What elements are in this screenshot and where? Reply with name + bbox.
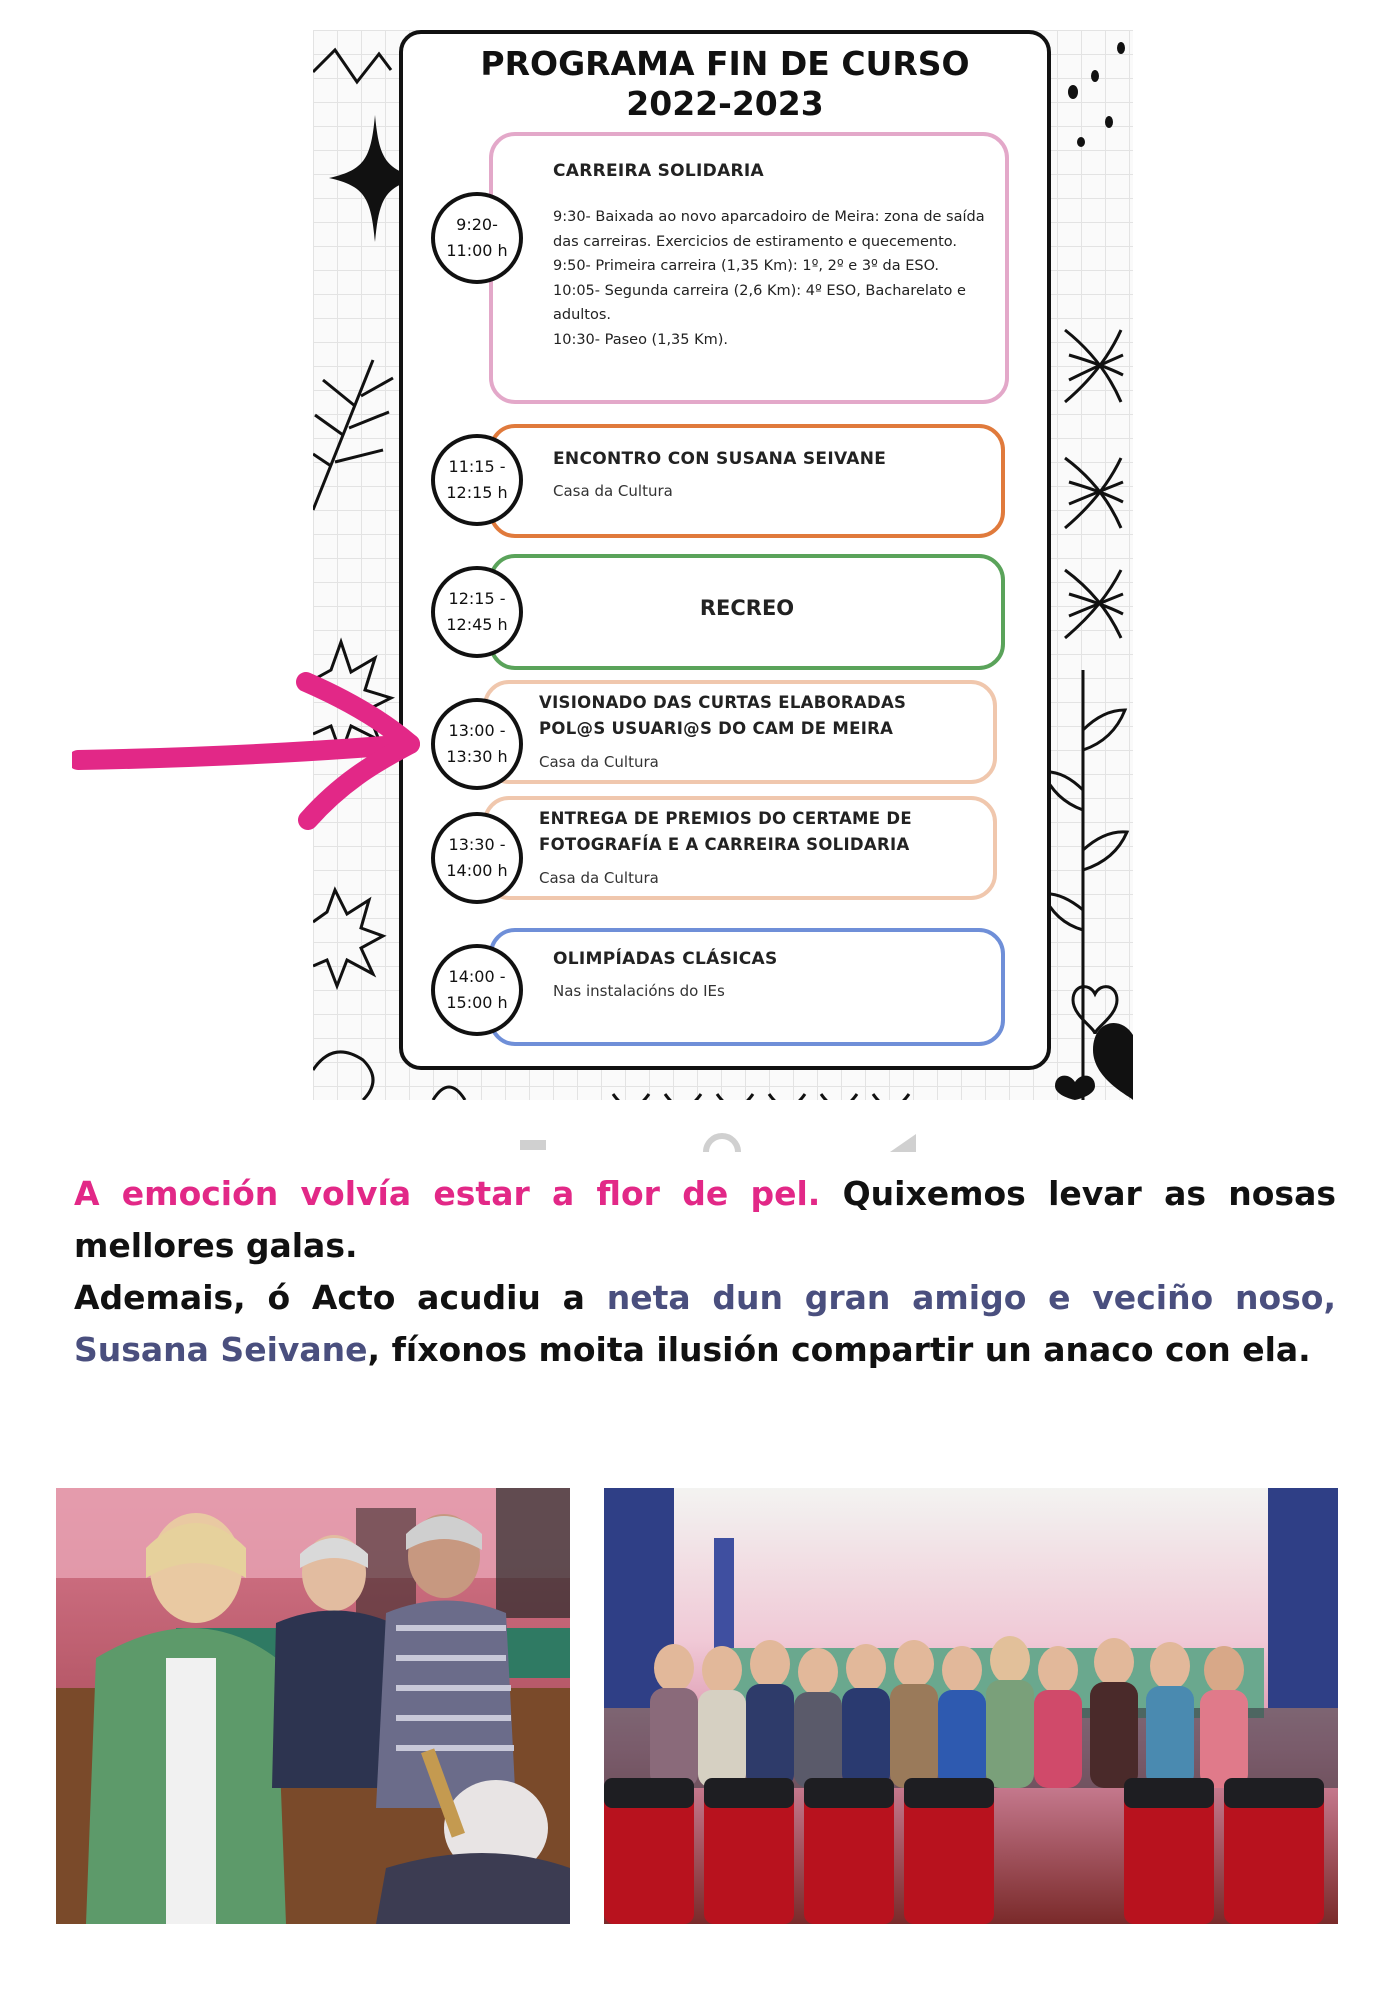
event-details: 9:30- Baixada ao novo aparcadoiro de Meira: zona de saída das carreiras. Exercicios de estiramento e quecemento. 9:50- Primeira carreira (1,35 Km): 1º, 2º e 3º da ESO. 10:05- Segunda carreira (2,6 Km): 4º ESO, Bacharelato e adultos. 10:30- Paseo (1,35 Km). xyxy=(553,209,985,348)
phone-nav-bar xyxy=(520,1128,920,1152)
programme-poster xyxy=(313,30,1133,1100)
event-description xyxy=(74,1168,1336,1376)
paragraph-2: Ademais, ó Acto acudiu a neta dun gran amigo e veciño noso, Susana Seivane, fíxonos moita ilusión compartir un anaco con ela. xyxy=(74,1278,1336,1369)
event-box-premios: ENTREGA DE PREMIOS DO CERTAME DE FOTOGRAFÍA E A CARREIRA SOLIDARIA Casa da Cultura xyxy=(483,796,997,900)
photo-group xyxy=(604,1488,1338,1924)
heart-icon xyxy=(1055,1076,1095,1100)
schedule-card xyxy=(399,30,1051,1070)
time-clock: 12:15 - 12:45 h xyxy=(431,566,523,658)
heart-icon xyxy=(1093,1023,1133,1100)
paragraph-1: A emoción volvía estar a flor de pel. Quixemos levar as nosas mellores galas. xyxy=(74,1174,1336,1265)
time-clock: 14:00 - 15:00 h xyxy=(431,944,523,1036)
event-box-encontro: ENCONTRO CON SUSANA SEIVANE Casa da Cultura xyxy=(489,424,1005,538)
time-clock: 13:00 - 13:30 h xyxy=(431,698,523,790)
time-clock: 13:30 - 14:00 h xyxy=(431,812,523,904)
arrow-right-icon xyxy=(72,672,432,832)
event-box-olimpiadas: OLIMPÍADAS CLÁSICAS Nas instalacións do IEs xyxy=(489,928,1005,1046)
event-box-carreira: CARREIRA SOLIDARIA 9:30- Baixada ao novo aparcadoiro de Meira: zona de saída das carreiras. Exercicios de estiramento e quecemento. 9:50- Primeira carreira (1,35 Km): 1º, 2º e 3º da ESO. 10:05- Segunda carreira (2,6 Km): 4º ESO, Bacharelato e adultos. 10:30- Paseo (1,35 Km). xyxy=(489,132,1009,404)
poster-title: PROGRAMA FIN DE CURSO 2022-2023 xyxy=(480,44,970,123)
time-clock: 9:20- 11:00 h xyxy=(431,192,523,284)
time-clock: 11:15 - 12:15 h xyxy=(431,434,523,526)
photo-greeting xyxy=(56,1488,570,1924)
event-box-visionado: VISIONADO DAS CURTAS ELABORADAS POL@S USUARI@S DO CAM DE MEIRA Casa da Cultura xyxy=(483,680,997,784)
event-box-recreo: RECREO xyxy=(489,554,1005,670)
